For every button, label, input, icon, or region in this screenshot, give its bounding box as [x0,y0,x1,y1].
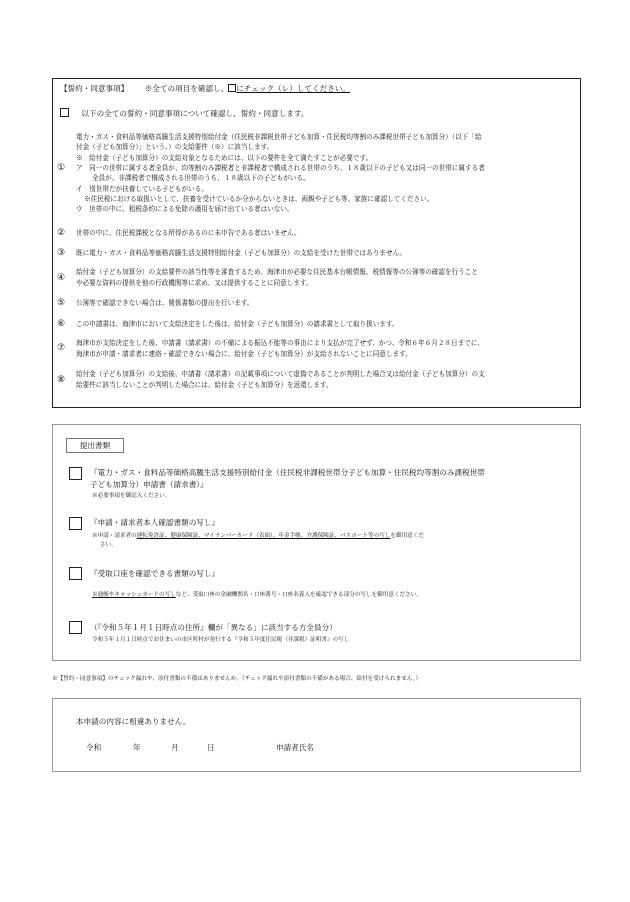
doc-1-title-2: 子ども加算分）申請書（請求書）』 [90,480,208,489]
item-8-line-2: 給要件に該当しないことが判明した場合には、給付金（子ども加算分）を返還します。 [76,381,333,389]
doc-2-title: 『申請・請求者本人確認書類の写し』 [90,518,220,527]
era-label: 令和 [86,743,102,752]
item-7-line-1: 海津市が支給決定をした後、申請書（請求書）の不備による振込不能等の事由により支払が完了せず、かつ、令和６年６月２８日までに、 [76,339,485,347]
item-marker-4: ④ [57,273,66,283]
item-2-line-1: 世帯の中に、住民税課税となる所得があるのに未申告である者はいません。 [76,229,301,237]
doc-1-checkbox[interactable] [69,467,82,480]
footnote: ※【誓約・同意事項】のチェック漏れや、添付書類の不備はありませんか。（チェック漏れや添付書類の不備がある場合、給付を受けられません。） [52,676,422,682]
declaration-text: 本申請の内容に相違ありません。 [76,717,191,726]
doc-4-checkbox[interactable] [69,621,82,634]
item-8-line-1: 給付金（子ども加算分）の支給後、申請書（請求書）の記載事項について虚偽であることが判明した場合又は給付金（子ども加算分）の支 [76,370,485,378]
doc-3-note: ※通帳やキャッシュカードの写しなど、受取口座の金融機関名・口座番号・口座名義人を確認できる部分の写しを御用意ください。 [92,592,422,598]
item-marker-2: ② [57,228,66,238]
doc-1-note: ※必要事項を御記入ください。 [92,493,171,499]
item-1-line-5: 全員が、非課税者で構成される世帯のうち、１８歳以下の子どもがいる。 [92,174,310,182]
year-label: 年 [133,743,141,752]
item-4-line-2: や必要な資料の提供を他の行政機関等に求め、又は提供することに同意します。 [76,279,313,287]
item-6-line-1: この申請書は、海津市において支給決定をした後は、給付金（子ども加算分）の請求書として取り扱います。 [76,320,399,328]
documents-tag: 提出書類 [66,438,124,453]
day-label: 日 [207,743,215,752]
doc-3-checkbox[interactable] [69,567,82,580]
month-label: 月 [171,743,179,752]
item-marker-3: ③ [57,248,66,258]
item-1-line-4: ア 同一の世帯に属する者全員が、均等割のみ課税者と非課税者で構成される世帯のうち、１８歳以下の子ども又は同一の世帯に属する者 [76,164,485,172]
item-7-line-2: 海津市が申請・請求者に連絡・確認できない場合に、給付金（子ども加算分）が支給されないことに同意します。 [76,350,412,358]
item-marker-5: ⑤ [57,298,66,308]
item-5-line-1: 公簿等で確認できない場合は、関係書類の提出を行います。 [76,299,254,307]
item-4-line-1: 給付金（子ども加算分）の支給要件の該当性等を審査するため、海津市が必要な住民基本台帳情報、税情報等の公簿等の確認を行うこと [76,268,478,276]
item-1-line-1: 電力・ガス・食料品等価格高騰生活支援特別給付金（住民税非課税世帯子ども加算・住民税均等割のみ課税世帯子ども加算分）（以下「給 [76,133,482,141]
agree-all-row: 以下の全ての誓約・同意事項について確認し、誓約・同意します。 [60,108,308,119]
item-marker-6: ⑥ [57,319,66,329]
agreement-header: 【誓約・同意事項】 ※全ての項目を確認し、 にチェック（レ）してください。 [60,84,350,93]
doc-3-title: 『受取口座を確認できる書類の写し』 [90,569,220,578]
item-1-line-3: ※ 給付金（子ども加算分）の支給対象となるためには、以下の要件を全て満たすことが必要です。 [76,154,373,162]
doc-2-note: ※申請・請求者の運転免許証、健康保険証、マイナンバーカード（表面）、年金手帳、介護保険証、パスポート等の写しを御用意くだ [92,533,424,539]
agree-all-checkbox[interactable] [60,108,69,117]
item-marker-8: ⑧ [57,375,66,385]
item-marker-7: ⑦ [57,343,66,353]
doc-2-checkbox[interactable] [69,517,82,530]
doc-4-title: （『令和５年１月１日時点の住所』欄が「異なる」に該当する方全員分） [90,623,337,632]
doc-1-title: 『電力・ガス・食料品等価格高騰生活支援特別給付金（住民税非課税世帯分子ども加算・住民税均等割のみ課税世帯 [90,468,485,477]
declaration-box [52,698,581,772]
doc-2-note-2: さい。 [100,542,117,548]
item-1-line-8: ウ 世帯の中に、租税条約による免除の適用を届け出ている者はいない。 [76,205,294,213]
item-1-line-7: ※住民税における取扱いとして、扶養を受けているか分からないときは、両親や子ども等、家族に確認してください。 [84,195,434,203]
item-1-line-2: 付金（子ども加算分）」という。）の支給要件（※）に該当します。 [76,143,274,151]
item-1-line-6: イ 別世帯だが扶養している子どもがいる。 [76,185,208,193]
doc-4-note: 令和５年１月１日時点でお住まいの市区町村が発行する『令和５年度住民税（非課税）証明書』の写し [92,637,350,643]
applicant-name-label: 申請者氏名 [276,743,314,752]
item-3-line-1: 既に電力・ガス・食料品等価格高騰生活支援特別給付金（子ども加算分）の支給を受けた世帯ではありません。 [76,249,407,257]
item-marker-1: ① [57,163,66,173]
